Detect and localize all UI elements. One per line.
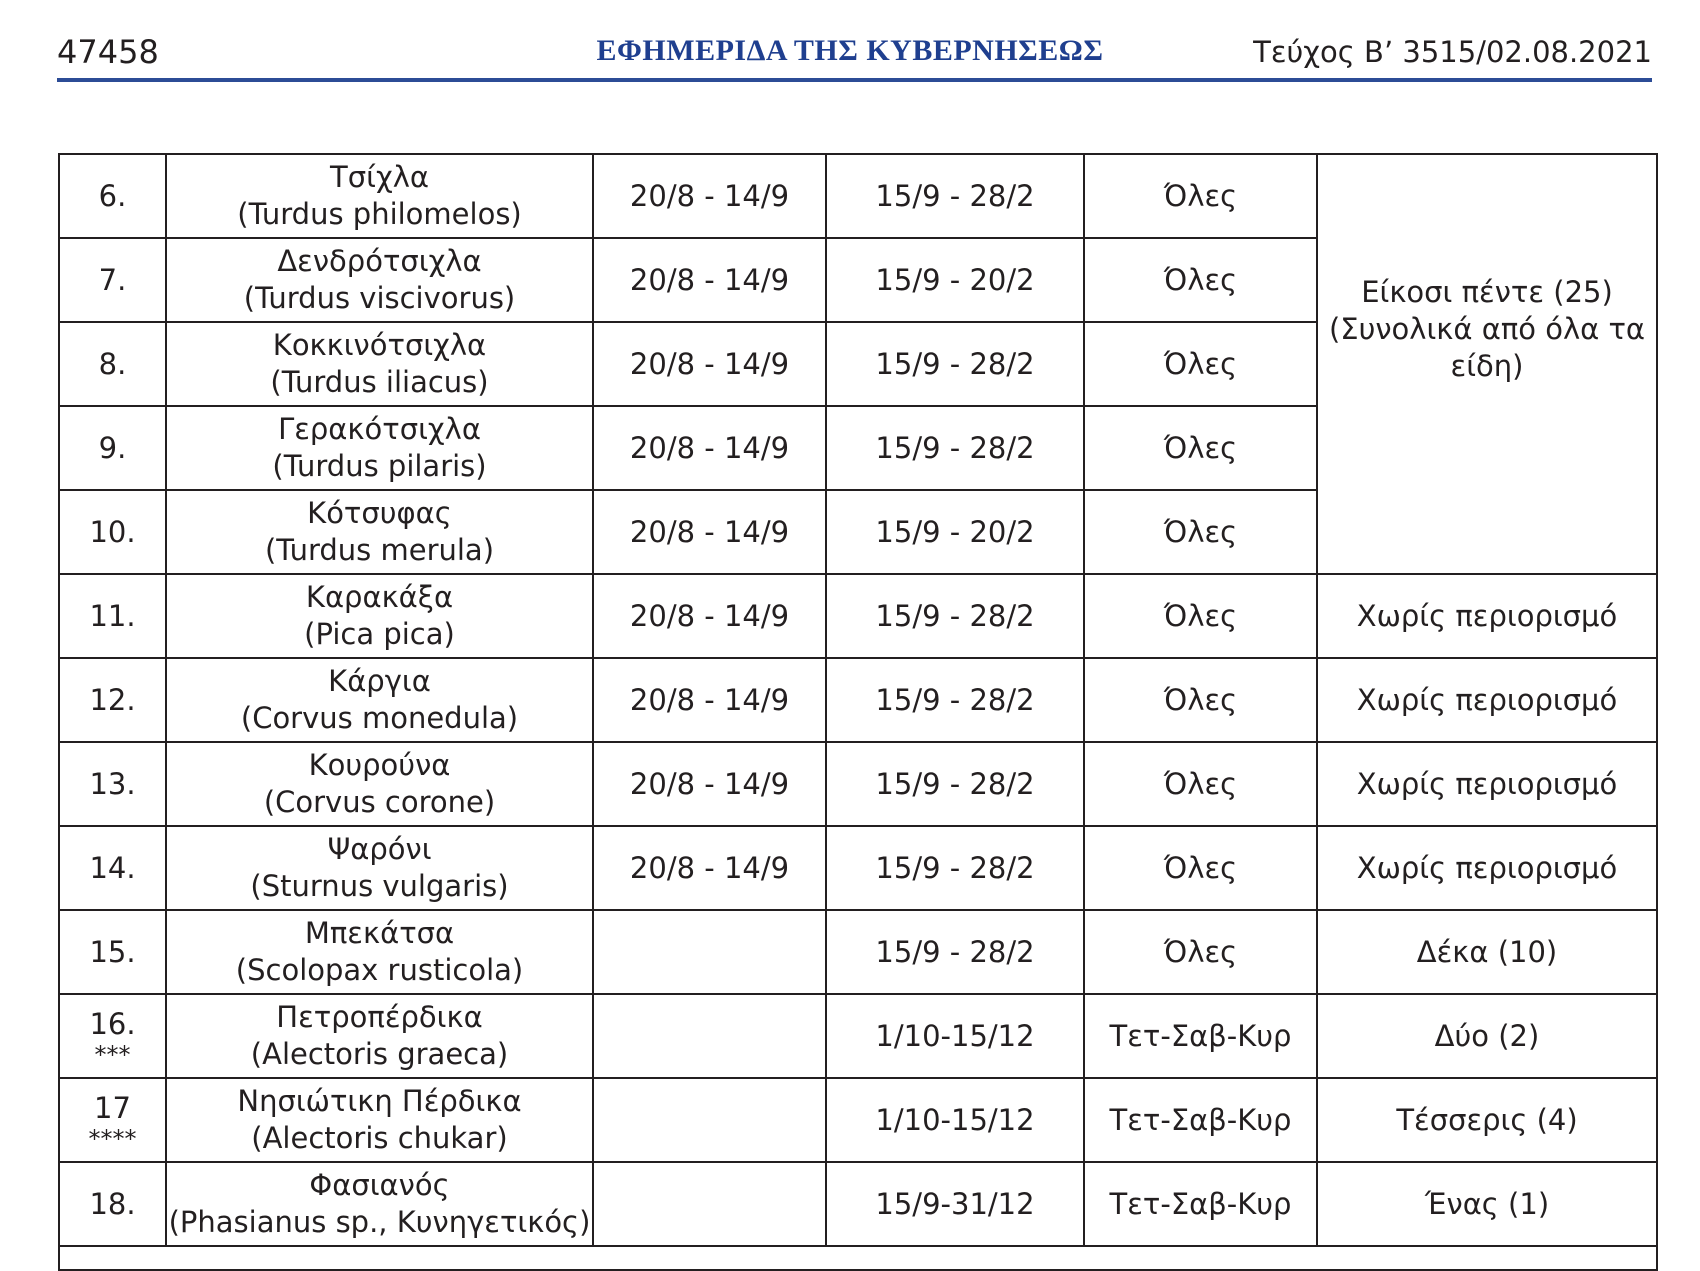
species-latin-name: (Pica pica) [304,617,455,651]
period-2-cell: 15/9 - 28/2 [826,406,1084,490]
period-2-cell: 15/9 - 28/2 [826,742,1084,826]
species-cell [166,406,593,490]
period-1-cell: 20/8 - 14/9 [593,406,826,490]
species-number: 14. [89,850,136,885]
species-number-cell [59,910,166,994]
period-1-cell: 20/8 - 14/9 [593,658,826,742]
hunting-days-cell: Όλες [1084,322,1317,406]
species-number: 16. [89,1006,136,1041]
species-number-cell [59,322,166,406]
bag-limit-cell: Δέκα (10) [1317,910,1657,994]
hunting-days-cell: Όλες [1084,910,1317,994]
hunting-days-cell: Όλες [1084,658,1317,742]
header-divider [57,78,1652,82]
hunting-days-cell: Τετ-Σαβ-Κυρ [1084,1162,1317,1246]
species-name: Κουρούνα [308,748,451,782]
species-cell [166,826,593,910]
species-latin-name: (Turdus iliacus) [270,365,489,399]
table-row [59,658,1657,742]
bag-limit-line: (Συνολικά από όλα τα [1328,311,1646,346]
table-row [59,1078,1657,1162]
period-1-cell: 20/8 - 14/9 [593,490,826,574]
species-latin-name: (Turdus philomelos) [237,197,522,231]
species-number-cell [59,490,166,574]
species-name: Κότσυφας [307,496,452,530]
species-number: 7. [98,262,127,297]
species-number-cell [59,994,166,1078]
period-1-cell: 20/8 - 14/9 [593,238,826,322]
period-2-cell: 15/9 - 28/2 [826,826,1084,910]
bag-limit-cell: Χωρίς περιορισμό [1317,826,1657,910]
species-name: Μπεκάτσα [304,916,455,950]
table-row [59,826,1657,910]
species-latin-name: (Corvus corone) [263,785,496,819]
species-cell [166,1162,593,1246]
species-number-cell [59,1078,166,1162]
species-number-cell [59,1162,166,1246]
bag-limit-cell: Δύο (2) [1317,994,1657,1078]
bag-limit-cell: Χωρίς περιορισμό [1317,658,1657,742]
hunting-days-cell: Όλες [1084,574,1317,658]
species-cell [166,154,593,238]
footnote-marker: *** [94,1040,131,1069]
period-1-cell: 20/8 - 14/9 [593,826,826,910]
table-row [59,1162,1657,1246]
species-name: Νησιώτικη Πέρδικα [237,1084,522,1118]
table-row [59,154,1657,238]
period-1-cell [593,994,826,1078]
table-row-continuation [59,1246,1657,1270]
species-number: 18. [89,1186,136,1221]
period-2-cell: 1/10-15/12 [826,994,1084,1078]
species-number: 15. [89,934,136,969]
issue-reference: Τεύχος Β’ 3515/02.08.2021 [1253,35,1652,69]
species-name: Πετροπέρδικα [276,1000,483,1034]
bag-limit-cell: Χωρίς περιορισμό [1317,574,1657,658]
species-name: Γερακότσιχλα [278,412,481,446]
hunting-days-cell: Όλες [1084,742,1317,826]
species-latin-name: (Alectoris graeca) [250,1037,509,1071]
table-row [59,742,1657,826]
species-number-cell [59,574,166,658]
period-1-cell [593,1162,826,1246]
table-row [59,574,1657,658]
species-latin-name: (Scolopax rusticola) [235,953,524,987]
period-1-cell [593,910,826,994]
species-number-cell [59,406,166,490]
species-cell [166,658,593,742]
period-2-cell: 15/9 - 28/2 [826,322,1084,406]
species-number-cell [59,658,166,742]
period-1-cell [593,1078,826,1162]
species-number-cell [59,742,166,826]
species-latin-name: (Phasianus sp., Κυνηγετικός) [168,1205,591,1239]
species-number-cell [59,154,166,238]
gazette-title: ΕΦΗΜΕΡΙΔΑ ΤΗΣ ΚΥΒΕΡΝΗΣΕΩΣ [596,34,1104,67]
table-row [59,994,1657,1078]
period-2-cell: 15/9 - 28/2 [826,910,1084,994]
species-latin-name: (Sturnus vulgaris) [250,869,509,903]
period-2-cell: 15/9 - 20/2 [826,490,1084,574]
page-number: 47458 [57,33,159,71]
species-number: 6. [98,178,127,213]
bag-limit-cell: Ένας (1) [1317,1162,1657,1246]
species-name: Κάργια [328,664,431,698]
species-number: 11. [89,598,136,633]
species-number-cell [59,238,166,322]
species-name: Φασιανός [309,1168,450,1202]
species-name: Καρακάξα [305,580,454,614]
hunting-days-cell: Όλες [1084,406,1317,490]
hunting-species-table [58,153,1658,1271]
species-cell [166,910,593,994]
hunting-days-cell: Τετ-Σαβ-Κυρ [1084,1078,1317,1162]
period-1-cell: 20/8 - 14/9 [593,322,826,406]
bag-limit-cell: Χωρίς περιορισμό [1317,742,1657,826]
species-number: 9. [98,430,127,465]
period-1-cell: 20/8 - 14/9 [593,574,826,658]
period-1-cell: 20/8 - 14/9 [593,742,826,826]
hunting-days-cell: Όλες [1084,154,1317,238]
species-latin-name: (Turdus viscivorus) [243,281,516,315]
species-number: 17 [94,1090,131,1125]
period-2-cell: 15/9-31/12 [826,1162,1084,1246]
hunting-days-cell: Όλες [1084,238,1317,322]
species-latin-name: (Corvus monedula) [240,701,519,735]
bag-limit-line: Είκοσι πέντε (25) [1361,274,1613,309]
species-number-cell [59,826,166,910]
table-row [59,910,1657,994]
species-name: Κοκκινότσιχλα [272,328,487,362]
species-cell [166,238,593,322]
period-2-cell: 15/9 - 28/2 [826,658,1084,742]
species-cell [166,994,593,1078]
species-cell [166,490,593,574]
hunting-days-cell: Τετ-Σαβ-Κυρ [1084,994,1317,1078]
species-number: 10. [89,514,136,549]
species-number: 13. [89,766,136,801]
continuation-cell [59,1246,1657,1270]
species-latin-name: (Alectoris chukar) [251,1121,508,1155]
species-name: Τσίχλα [330,160,429,194]
bag-limit-cell: Τέσσερις (4) [1317,1078,1657,1162]
species-number: 8. [98,346,127,381]
hunting-days-cell: Όλες [1084,490,1317,574]
merged-bag-limit-cell [1317,154,1657,574]
period-2-cell: 1/10-15/12 [826,1078,1084,1162]
species-number: 12. [89,682,136,717]
species-cell [166,322,593,406]
species-cell [166,1078,593,1162]
footnote-marker: **** [88,1124,137,1153]
species-name: Δενδρότσιχλα [277,244,482,278]
period-2-cell: 15/9 - 20/2 [826,238,1084,322]
species-name: Ψαρόνι [327,832,432,866]
species-latin-name: (Turdus merula) [264,533,495,567]
period-2-cell: 15/9 - 28/2 [826,574,1084,658]
species-cell [166,574,593,658]
species-latin-name: (Turdus pilaris) [272,449,487,483]
species-cell [166,742,593,826]
table-body [59,154,1657,1270]
bag-limit-line: είδη) [1450,348,1524,383]
period-1-cell: 20/8 - 14/9 [593,154,826,238]
period-2-cell: 15/9 - 28/2 [826,154,1084,238]
hunting-days-cell: Όλες [1084,826,1317,910]
